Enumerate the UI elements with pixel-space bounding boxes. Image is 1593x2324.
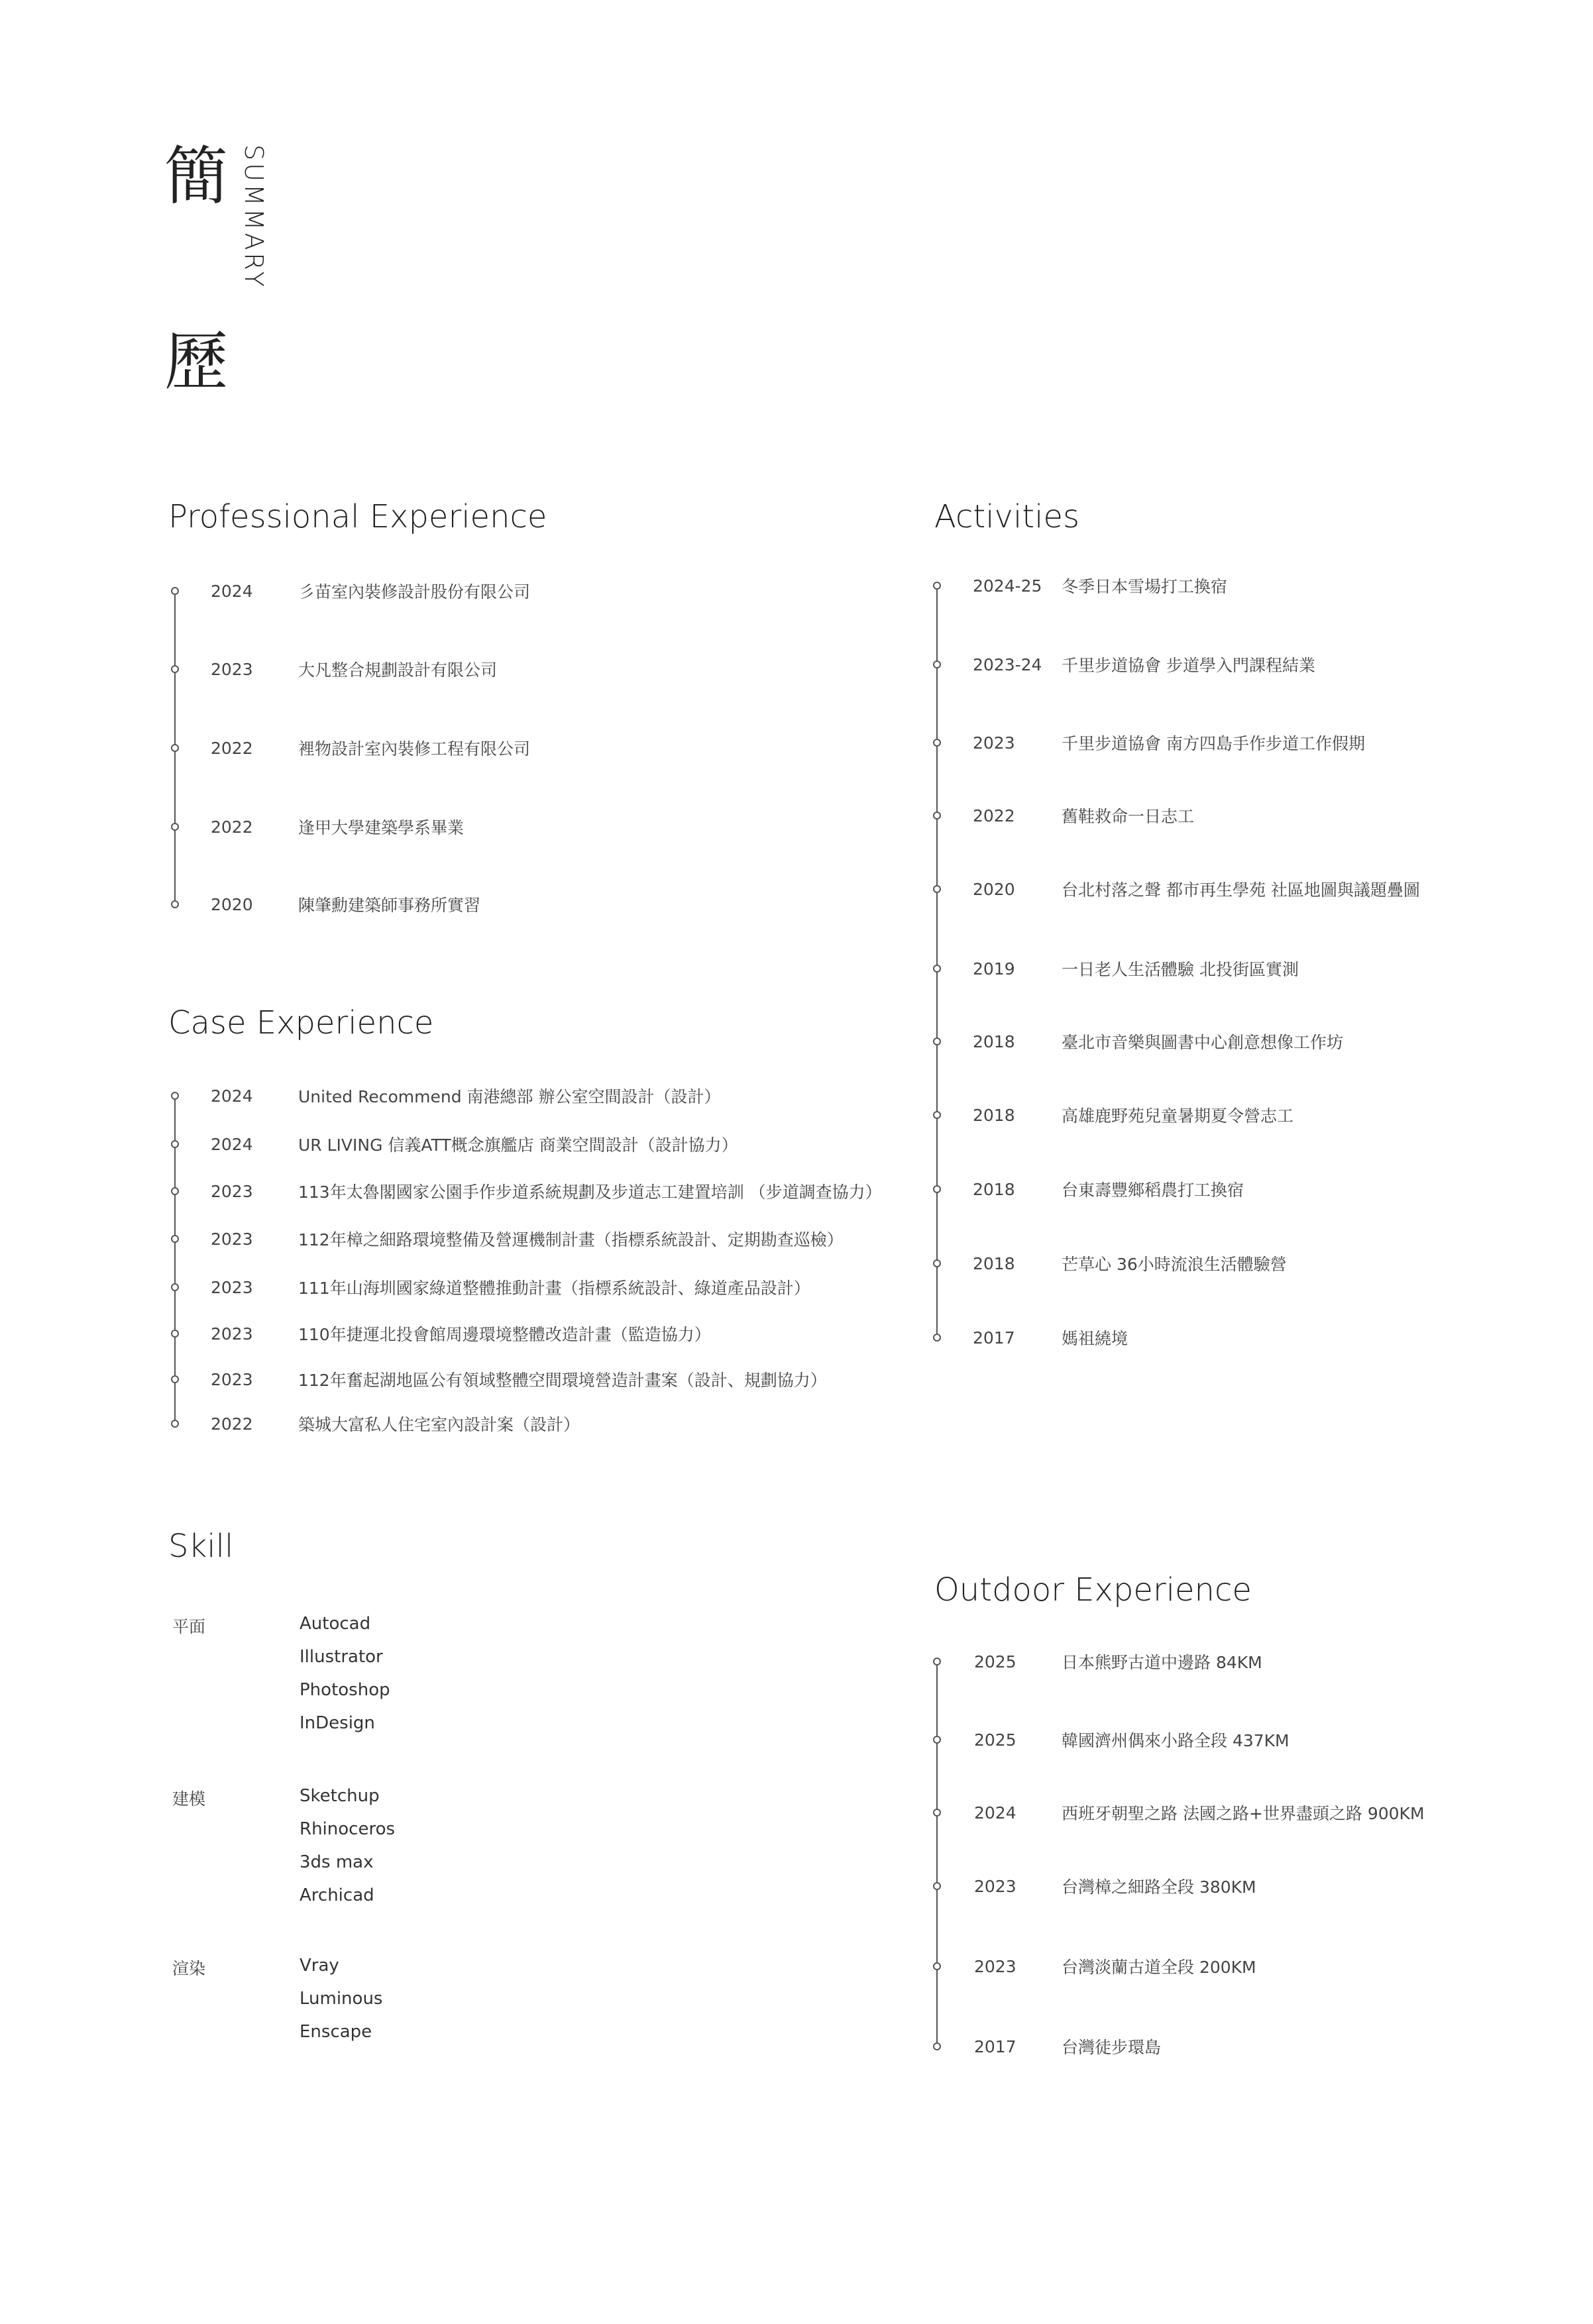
case-item-year: 2023 (211, 1369, 253, 1389)
professional-item-year: 2020 (211, 894, 253, 914)
case-item (0, 1366, 827, 1393)
skill-item: Rhinoceros (300, 1819, 396, 1839)
timeline-dot-icon (933, 1962, 941, 1970)
timeline-dot-icon (171, 1187, 179, 1195)
activities-item-year: 2018 (973, 1105, 1015, 1125)
activities-item-year: 2018 (973, 1253, 1015, 1273)
outdoor-item (0, 1726, 1290, 1753)
activities-item-text: 千里步道協會 步道學入門課程結業 (1062, 656, 1315, 675)
activities-item-year: 2024-25 (973, 576, 1042, 596)
outdoor-item-year: 2025 (974, 1652, 1016, 1671)
outdoor-item-text: 西班牙朝聖之路 法國之路+世界盡頭之路 900KM (1062, 1804, 1425, 1823)
outdoor-item-year: 2023 (974, 1876, 1016, 1896)
timeline-dot-icon (933, 2042, 941, 2050)
skill-item: 3ds max (300, 1852, 374, 1872)
activities-item (0, 876, 1420, 902)
case-item (0, 1410, 580, 1437)
case-item (0, 1131, 738, 1157)
summary-char-li: 歷 (164, 325, 228, 399)
activities-item-year: 2017 (973, 1328, 1015, 1347)
professional-item-text: 裡物設計室內裝修工程有限公司 (298, 739, 531, 759)
timeline-dot-icon (933, 1736, 941, 1744)
case-item-text: 111年山海圳國家綠道整體推動計畫（指標系統設計、綠道產品設計） (298, 1279, 810, 1298)
activities-item-year: 2019 (973, 959, 1015, 978)
timeline-dot-icon (933, 1882, 941, 1890)
timeline-dot-icon (171, 1420, 179, 1428)
skill-item: Autocad (300, 1614, 371, 1634)
outdoor-title: Outdoor Experience (934, 1571, 1252, 1609)
activities-item-year: 2023-24 (973, 655, 1042, 674)
skill-item: InDesign (300, 1713, 375, 1733)
outdoor-item-year: 2024 (974, 1803, 1016, 1822)
timeline-dot-icon (933, 582, 941, 590)
activities-item (0, 1250, 1287, 1277)
case-item-text: UR LIVING 信義ATT概念旗艦店 商業空間設計（設計協力） (298, 1136, 738, 1155)
activities-timeline-line (936, 586, 938, 1338)
activities-item-year: 2020 (973, 879, 1015, 899)
activities-item-text: 媽祖繞境 (1062, 1329, 1128, 1348)
outdoor-item-text: 韓國濟州偶來小路全段 437KM (1062, 1731, 1290, 1750)
skill-item: Illustrator (300, 1647, 383, 1667)
timeline-dot-icon (933, 1037, 941, 1045)
activities-item-text: 臺北市音樂與圖書中心創意想像工作坊 (1062, 1033, 1344, 1052)
timeline-dot-icon (171, 1140, 179, 1148)
case-item-year: 2022 (211, 1414, 253, 1434)
case-item-text: 110年捷運北投會館周邊環境整體改造計畫（監造協力） (298, 1325, 711, 1344)
professional-item-text: 逢甲大學建築學系畢業 (298, 818, 465, 837)
timeline-dot-icon (171, 900, 179, 908)
activities-title: Activities (934, 498, 1079, 535)
case-item-year: 2023 (211, 1229, 253, 1249)
timeline-dot-icon (171, 1283, 179, 1291)
professional-item-year: 2024 (211, 581, 253, 601)
case-item-text: 112年奮起湖地區公有領域整體空間環境營造計畫案（設計、規劃協力） (298, 1371, 827, 1390)
professional-item-text: 陳肇勳建築師事務所實習 (298, 896, 481, 915)
summary-char-jian: 簡 (164, 139, 228, 213)
case-item-year: 2023 (211, 1277, 253, 1297)
case-item-year: 2023 (211, 1181, 253, 1201)
timeline-dot-icon (933, 660, 941, 668)
activities-item-text: 一日老人生活體驗 北投街區實測 (1062, 960, 1299, 979)
timeline-dot-icon (933, 1185, 941, 1193)
timeline-dot-icon (171, 1330, 179, 1338)
case-item-year: 2024 (211, 1086, 253, 1106)
skill-item: Vray (300, 1956, 339, 1976)
skill-item: Luminous (300, 1989, 383, 2009)
case-item-year: 2023 (211, 1324, 253, 1344)
skill-category: 平面 (172, 1617, 206, 1636)
timeline-dot-icon (171, 823, 179, 831)
case-item-year: 2024 (211, 1134, 253, 1154)
skill-item: Enscape (300, 2022, 372, 2042)
timeline-dot-icon (933, 965, 941, 973)
professional-item-year: 2023 (211, 659, 253, 679)
outdoor-item (0, 2033, 1162, 2060)
summary-label: SUMMARY (239, 144, 268, 290)
timeline-dot-icon (933, 1658, 941, 1665)
case-item-text: 112年樟之細路環境整備及營運機制計畫（指標系統設計、定期勘查巡檢） (298, 1230, 844, 1249)
timeline-dot-icon (171, 587, 179, 595)
activities-item-text: 高雄鹿野苑兒童暑期夏令營志工 (1062, 1106, 1294, 1126)
outdoor-item-text: 台灣徒步環島 (1062, 2038, 1162, 2057)
professional-item-year: 2022 (211, 738, 253, 758)
skill-title: Skill (168, 1528, 234, 1565)
activities-item-text: 千里步道協會 南方四島手作步道工作假期 (1062, 734, 1365, 753)
timeline-dot-icon (171, 1235, 179, 1243)
outdoor-item-text: 台灣樟之細路全段 380KM (1062, 1877, 1256, 1897)
outdoor-item-year: 2025 (974, 1730, 1016, 1750)
activities-item-text: 台東壽豐鄉稻農打工換宿 (1062, 1181, 1244, 1200)
activities-item-text: 芒草心 36小時流浪生活體驗營 (1062, 1255, 1287, 1274)
professional-item-text: 彡苗室內裝修設計股份有限公司 (298, 582, 531, 602)
professional-item-year: 2022 (211, 817, 253, 837)
activities-item-text: 舊鞋救命一日志工 (1062, 807, 1195, 826)
timeline-dot-icon (171, 665, 179, 673)
outdoor-item-text: 台灣淡蘭古道全段 200KM (1062, 1958, 1256, 1977)
case-item-text: 113年太魯閣國家公園手作步道系統規劃及步道志工建置培訓 （步道調查協力） (298, 1183, 882, 1202)
timeline-dot-icon (171, 1092, 179, 1100)
case-item (0, 1226, 844, 1252)
timeline-dot-icon (933, 812, 941, 819)
timeline-dot-icon (933, 885, 941, 893)
activities-item-year: 2018 (973, 1031, 1015, 1051)
activities-item-year: 2018 (973, 1179, 1015, 1199)
skill-item: Sketchup (300, 1786, 380, 1806)
activities-item-text: 冬季日本雪場打工換宿 (1062, 577, 1228, 596)
professional-item-text: 大凡整合規劃設計有限公司 (298, 660, 498, 680)
timeline-dot-icon (933, 1809, 941, 1817)
timeline-dot-icon (933, 1334, 941, 1342)
timeline-dot-icon (171, 1375, 179, 1383)
activities-item (0, 955, 1299, 982)
skill-category: 建模 (172, 1789, 206, 1809)
activities-item (0, 1028, 1344, 1055)
activities-item (0, 1102, 1294, 1128)
case-item-text: 築城大富私人住宅室內設計案（設計） (298, 1415, 580, 1434)
case-title: Case Experience (168, 1004, 434, 1041)
outdoor-item-text: 日本熊野古道中邊路 84KM (1062, 1653, 1262, 1672)
timeline-dot-icon (171, 744, 179, 752)
activities-item-year: 2022 (973, 806, 1015, 825)
skill-item: Archicad (300, 1885, 374, 1905)
activities-item-year: 2023 (973, 733, 1015, 753)
outdoor-item-year: 2017 (974, 2036, 1016, 2056)
professional-title: Professional Experience (168, 498, 547, 535)
case-item-text: United Recommend 南港總部 辦公室空間設計（設計） (298, 1087, 721, 1106)
timeline-dot-icon (933, 739, 941, 747)
outdoor-item-year: 2023 (974, 1956, 1016, 1976)
skill-item: Photoshop (300, 1680, 390, 1700)
outdoor-timeline-line (936, 1662, 938, 2046)
skill-category: 渲染 (172, 1959, 206, 1978)
activities-item-text: 台北村落之聲 都市再生學苑 社區地圖與議題疊圖 (1062, 880, 1420, 900)
case-item (0, 1274, 810, 1300)
timeline-dot-icon (933, 1111, 941, 1119)
timeline-dot-icon (933, 1259, 941, 1267)
